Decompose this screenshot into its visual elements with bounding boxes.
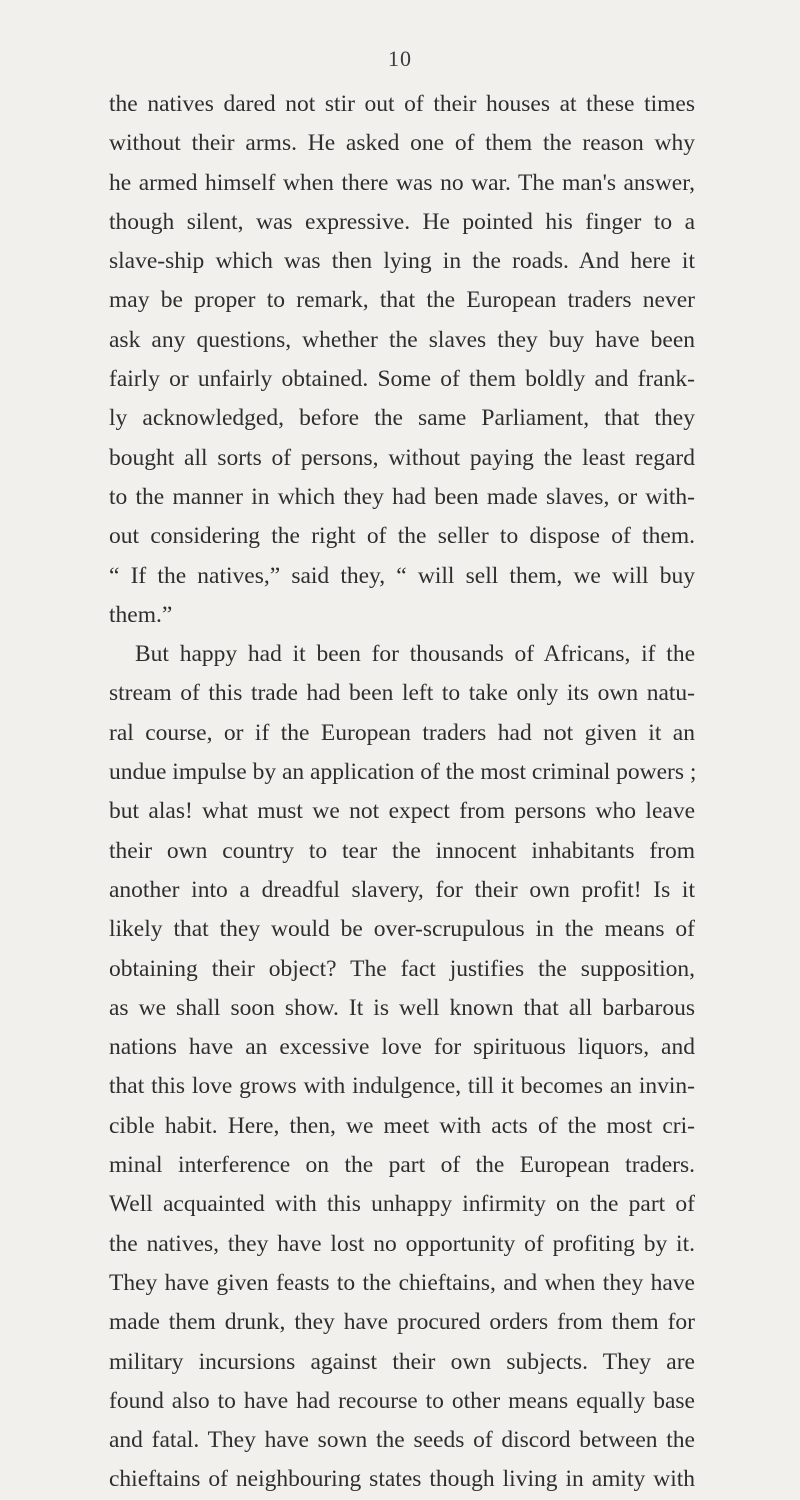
text-line: them.” — [109, 601, 173, 628]
text-line: bought all sorts of persons, without paying the least regard — [109, 444, 695, 471]
text-line: ly acknowledged, before the same Parliament, that they — [109, 405, 695, 432]
text-line: to the manner in which they had been made slaves, or with- — [109, 483, 695, 510]
text-line: obtaining their object? The fact justifies the supposition, — [109, 955, 695, 982]
text-line: Well acquainted with this unhappy infirmity on the part of — [109, 1191, 695, 1218]
text-line: minal interference on the part of the European traders. — [109, 1152, 695, 1179]
text-line: another into a dreadful slavery, for their own profit! Is it — [109, 876, 695, 903]
text-line: made them drunk, they have procured orders from them for — [109, 1309, 695, 1336]
text-line: nations have an excessive love for spirituous liquors, and — [109, 1034, 695, 1061]
text-line: undue impulse by an application of the most criminal powers ; — [109, 759, 697, 786]
text-line: ask any questions, whether the slaves they buy have been — [109, 326, 695, 353]
text-line: he armed himself when there was no war. The man's answer, — [109, 169, 695, 196]
text-line: slave-ship which was then lying in the roads. And here it — [109, 248, 695, 275]
page-number: 10 — [388, 46, 412, 71]
text-line: out considering the right of the seller to dispose of them. — [109, 523, 695, 550]
text-line: but alas! what must we not expect from persons who leave — [109, 798, 695, 825]
text-line: as we shall soon show. It is well known that all barbarous — [109, 994, 695, 1021]
text-line: found also to have had recourse to other means equally base — [109, 1387, 695, 1414]
text-line: without their arms. He asked one of them the reason why — [109, 130, 695, 157]
text-line: and fatal. They have sown the seeds of discord between the — [109, 1427, 695, 1454]
text-line: stream of this trade had been left to take only its own natu- — [109, 680, 695, 707]
text-line: though silent, was expressive. He pointed his finger to a — [109, 208, 695, 235]
body-text — [109, 85, 695, 1500]
text-line: their own country to tear the innocent inhabitants from — [109, 837, 695, 864]
text-line: ral course, or if the European traders had not given it an — [109, 719, 695, 746]
text-line: They have given feasts to the chieftains, and when they have — [109, 1269, 695, 1296]
text-line: may be proper to remark, that the European traders never — [109, 287, 695, 314]
text-line: that this love grows with indulgence, till it becomes an invin- — [109, 1073, 695, 1100]
text-line: the natives, they have lost no opportunity of profiting by it. — [109, 1230, 695, 1257]
text-line: “ If the natives,” said they, “ will sell them, we will buy — [109, 562, 695, 589]
text-line: fairly or unfairly obtained. Some of them boldly and frank- — [109, 366, 695, 393]
text-line: the natives dared not stir out of their houses at these times — [109, 91, 695, 117]
text-line: But happy had it been for thousands of Africans, if the — [135, 641, 695, 668]
text-line: military incursions against their own subjects. They are — [109, 1348, 695, 1375]
text-line: cible habit. Here, then, we meet with acts of the most cri- — [109, 1112, 695, 1139]
text-line: chieftains of neighbouring states though living in amity with — [109, 1466, 695, 1493]
text-line: likely that they would be over-scrupulous in the means of — [109, 916, 695, 943]
